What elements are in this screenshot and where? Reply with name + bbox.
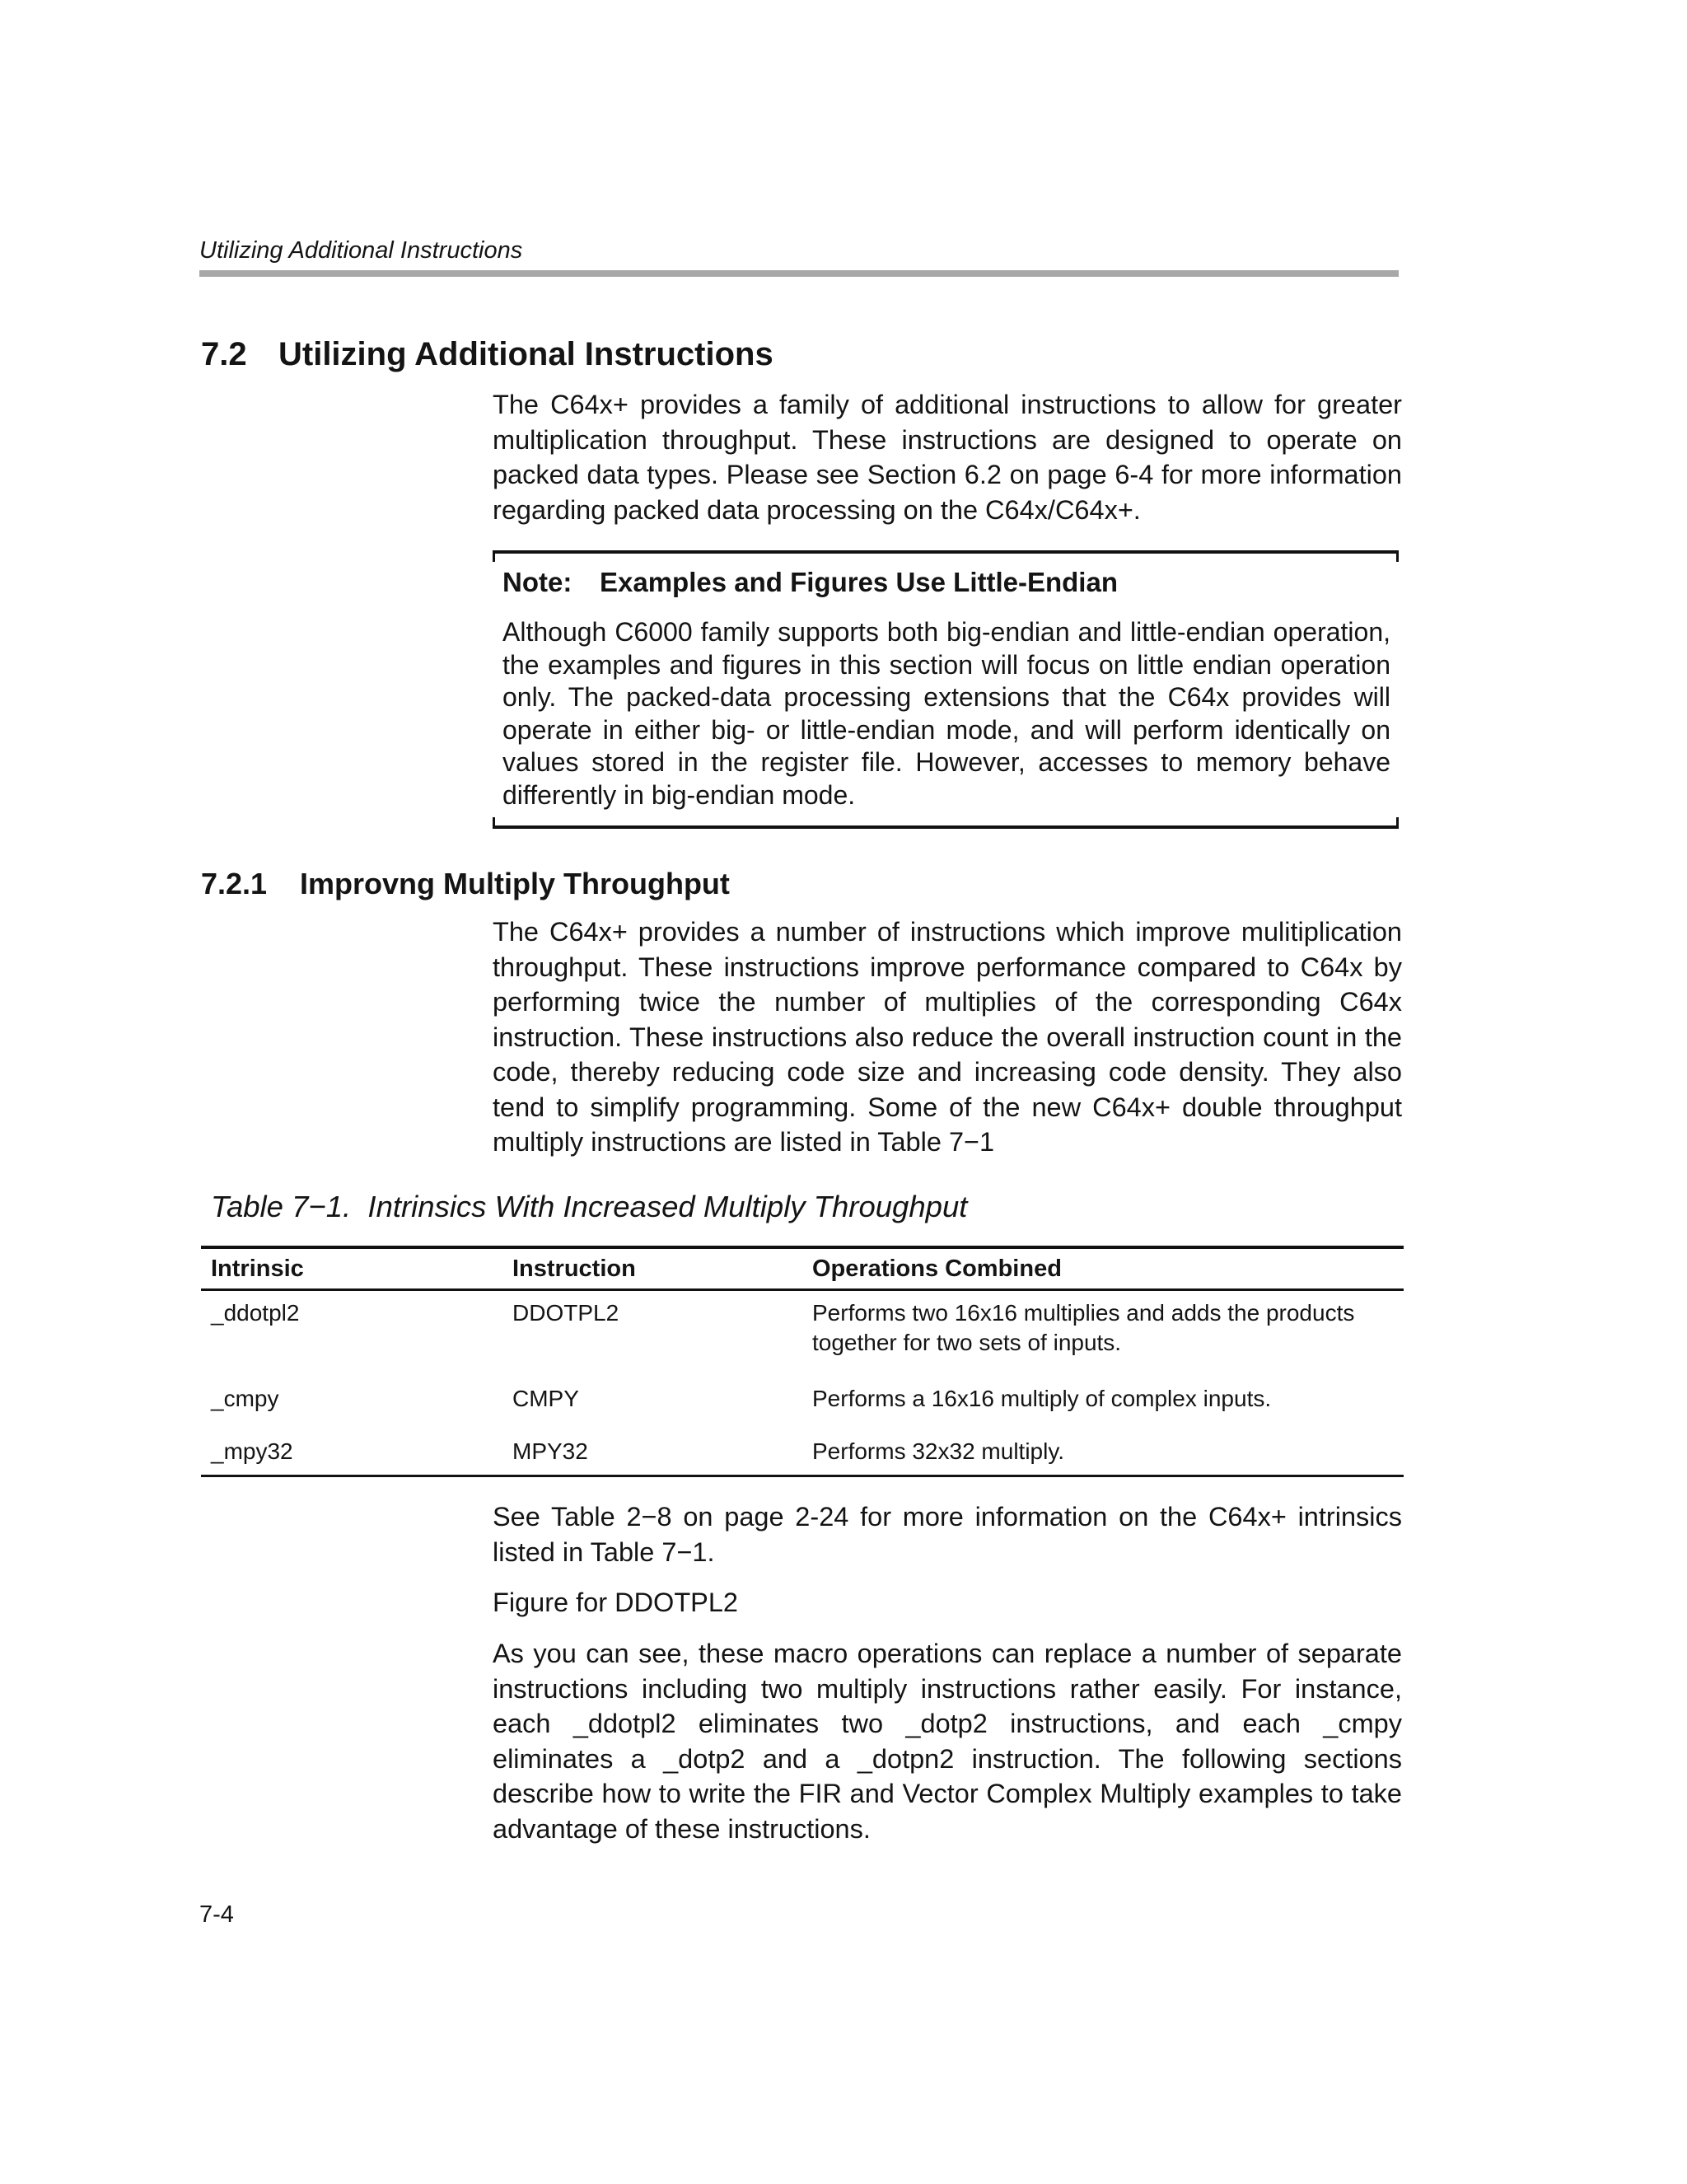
- note-corner-tick: [1396, 550, 1399, 562]
- table-header-intrinsic: Intrinsic: [211, 1256, 304, 1282]
- note-body: Although C6000 family supports both big-endian and little-endian operation, the examples and figures in this section will focus on little endian operation only. The packed-data processing extensions that the C64x provides will operate in either big- or little-endian mode, and will perform identically on values stored in the register file. However, accesses to memory behave differently in big-endian mode.: [502, 617, 1390, 810]
- section-heading: [201, 336, 773, 373]
- note-top-rule: [493, 550, 1399, 554]
- table-header-instruction: Instruction: [512, 1256, 636, 1282]
- table-caption: Table 7−1. Intrinsics With Increased Multiply Throughput: [211, 1190, 968, 1223]
- table-cell-operations: Performs 32x32 multiply.: [812, 1438, 1065, 1464]
- running-head: Utilizing Additional Instructions: [199, 237, 523, 264]
- table-cell-intrinsic: _mpy32: [211, 1438, 293, 1464]
- subsection-paragraph: The C64x+ provides a number of instructions which improve mulitiplication throughput. These instructions improve performance compared to C64x by performing twice the number of multiplies of the corresponding C64x instruction. These instructions also reduce the overall instruction count in the code, thereby reducing code size and increasing code density. They also tend to simplify programming. Some of the new C64x+ double throughput multiply instructions are listed in Table 7−1: [493, 917, 1402, 1157]
- table-cell-intrinsic: _cmpy: [211, 1386, 279, 1411]
- table-cell-operations: Performs a 16x16 multiply of complex inputs.: [812, 1386, 1272, 1411]
- table-top-rule: [201, 1246, 1404, 1249]
- table-header-operations: Operations Combined: [812, 1256, 1062, 1282]
- subsection-title: Improvng Multiply Throughput: [300, 867, 730, 900]
- table-header-rule: [201, 1288, 1404, 1291]
- table-cell-instruction: CMPY: [512, 1386, 579, 1411]
- subsection-heading: [201, 867, 730, 901]
- table-cell-intrinsic: _ddotpl2: [211, 1300, 300, 1326]
- note-corner-tick: [493, 550, 495, 562]
- figure-placeholder: Figure for DDOTPL2: [493, 1588, 739, 1617]
- table-cell-instruction: DDOTPL2: [512, 1300, 619, 1326]
- note-label: Note:: [502, 567, 572, 597]
- table-bottom-rule: [201, 1475, 1404, 1477]
- note-heading: Examples and Figures Use Little-Endian: [600, 567, 1118, 597]
- note-title: [502, 567, 1118, 598]
- header-rule: [199, 270, 1399, 277]
- note-bottom-rule: [493, 825, 1399, 829]
- section-title: Utilizing Additional Instructions: [278, 336, 773, 372]
- closing-paragraph: As you can see, these macro operations can replace a number of separate instructions including two multiply instructions rather easily. For instance, each _ddotpl2 eliminates two _dotp2 instructions, and each _cmpy eliminates a _dotp2 and a _dotpn2 instruction. The following sections describe how to write the FIR and Vector Complex Multiply examples to take advantage of these instructions.: [493, 1639, 1402, 1844]
- table-cell-instruction: MPY32: [512, 1438, 588, 1464]
- table-cell-operations: Performs two 16x16 multiplies and adds the products together for two sets of inputs.: [812, 1300, 1355, 1355]
- after-table-paragraph: See Table 2−8 on page 2-24 for more information on the C64x+ intrinsics listed in Table 7−1.: [493, 1502, 1402, 1567]
- subsection-number: 7.2.1: [201, 867, 268, 900]
- intro-paragraph: The C64x+ provides a family of additional instructions to allow for greater multiplication throughput. These instructions are designed to operate on packed data types. Please see Section 6.2 on page 6-4 for more information regarding packed data processing on the C64x/C64x+.: [493, 390, 1402, 525]
- note-box: [493, 550, 1399, 829]
- section-number: 7.2: [201, 336, 247, 372]
- page-number: 7-4: [199, 1901, 234, 1928]
